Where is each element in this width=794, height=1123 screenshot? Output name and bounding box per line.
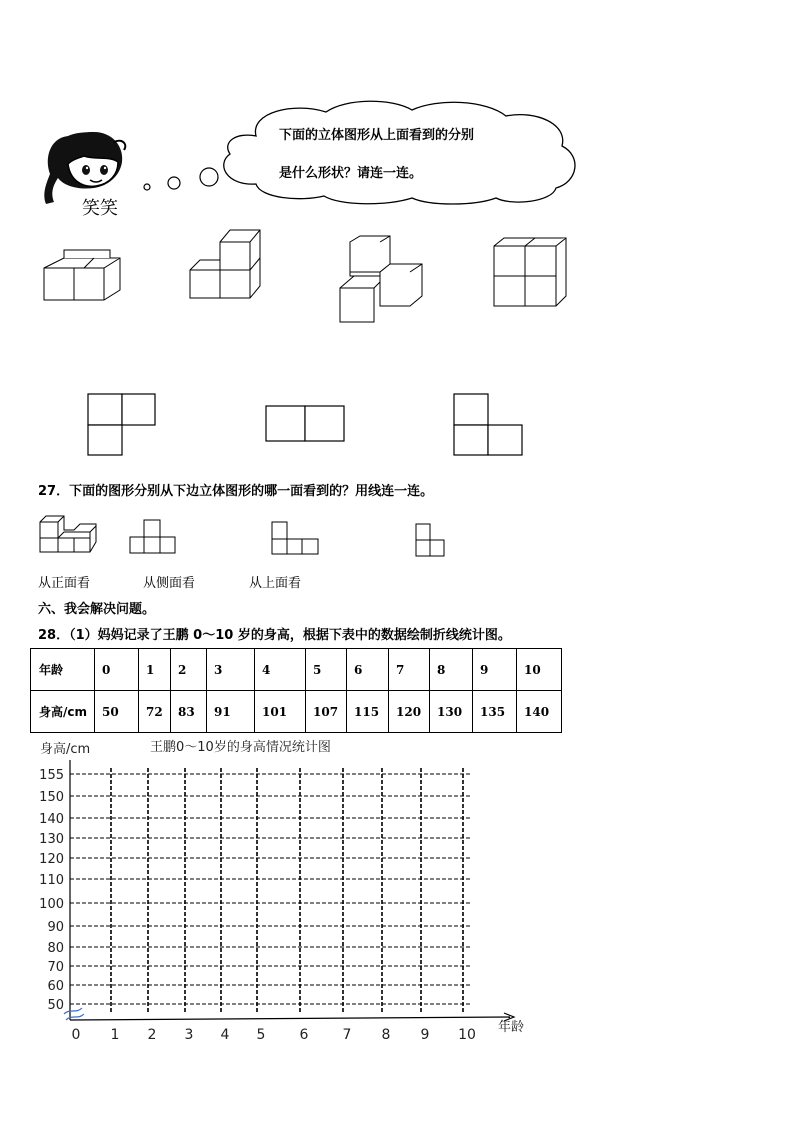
x-tick-label: 6: [299, 1027, 309, 1043]
chart-title: 王鹏0～10岁的身高情况统计图: [150, 740, 331, 755]
height-line-chart: [0, 730, 794, 1050]
y-tick-label: 130: [39, 832, 64, 847]
x-tick-label: 8: [381, 1027, 391, 1043]
chart-xlabel: 年龄: [498, 1020, 525, 1035]
table-cell: 115: [347, 691, 389, 733]
y-tick-label: 90: [47, 920, 64, 935]
solid-figure-3: [336, 234, 431, 326]
chart-ylabel: 身高/cm: [40, 742, 91, 757]
table-row-label: 年龄: [31, 649, 95, 691]
y-tick-label: 80: [47, 941, 64, 956]
q27-view-a: [128, 518, 178, 556]
view-label-front: 从正面看: [38, 576, 91, 591]
cloud-text-line2: 是什么形状？请连一连。: [279, 166, 423, 181]
y-tick-label: 150: [39, 790, 64, 805]
table-cell: 83: [171, 691, 207, 733]
q27-view-b: [270, 520, 322, 556]
table-cell: 101: [255, 691, 306, 733]
q27-prompt: 27．下面的图形分别从下边立体图形的哪一面看到的？用线连一连。: [38, 484, 434, 499]
table-cell: 1: [139, 649, 171, 691]
y-tick-label: 50: [47, 998, 64, 1013]
y-tick-label: 155: [39, 768, 64, 783]
view-label-top: 从上面看: [249, 576, 302, 591]
y-tick-label: 100: [39, 897, 64, 912]
table-cell: 10: [517, 649, 562, 691]
table-cell: 135: [473, 691, 517, 733]
table-cell: 72: [139, 691, 171, 733]
table-cell: 4: [255, 649, 306, 691]
table-cell: 50: [95, 691, 139, 733]
q27-solid: [38, 512, 102, 556]
solid-figure-2: [186, 224, 266, 304]
x-tick-label: 3: [184, 1027, 194, 1043]
x-tick-label: 5: [256, 1027, 266, 1043]
q28-prompt: 28．（1）妈妈记录了王鹏 0～10 岁的身高，根据下表中的数据绘制折线统计图。: [38, 628, 511, 643]
table-cell: 140: [517, 691, 562, 733]
x-tick-label: 2: [147, 1027, 157, 1043]
speech-cloud: [216, 98, 582, 206]
q27-view-c: [414, 522, 450, 560]
table-cell: 5: [306, 649, 347, 691]
table-cell: 130: [430, 691, 473, 733]
y-tick-label: 140: [39, 812, 64, 827]
view-label-side: 从侧面看: [143, 576, 196, 591]
table-cell: 0: [95, 649, 139, 691]
table-cell: 3: [207, 649, 255, 691]
table-cell: 6: [347, 649, 389, 691]
table-row-label: 身高/cm: [31, 691, 95, 733]
y-tick-label: 120: [39, 852, 64, 867]
solid-figure-4: [490, 234, 572, 310]
top-view-shape-2: [264, 404, 348, 444]
x-tick-label: 4: [220, 1027, 230, 1043]
axis-break-mark: [64, 1008, 84, 1020]
solid-figure-1: [40, 242, 125, 304]
table-row-height: [31, 691, 562, 733]
y-tick-label: 60: [47, 979, 64, 994]
x-tick-label: 1: [110, 1027, 120, 1043]
table-cell: 8: [430, 649, 473, 691]
table-cell: 2: [171, 649, 207, 691]
x-tick-label: 7: [342, 1027, 352, 1043]
height-table: [30, 648, 562, 733]
x-axis: [70, 1017, 510, 1020]
table-cell: 7: [389, 649, 430, 691]
x-tick-label: 9: [420, 1027, 430, 1043]
section-6-title: 六、我会解决问题。: [38, 602, 156, 617]
table-cell: 9: [473, 649, 517, 691]
y-tick-label: 110: [39, 873, 64, 888]
top-view-shape-1: [86, 392, 158, 458]
girl-name-label: 笑笑: [82, 198, 118, 219]
table-cell: 120: [389, 691, 430, 733]
thought-bubbles: [136, 160, 226, 200]
cloud-text-line1: 下面的立体图形从上面看到的分别: [279, 128, 475, 143]
x-tick-label: 0: [71, 1027, 81, 1043]
table-row-age: [31, 649, 562, 691]
table-cell: 91: [207, 691, 255, 733]
y-tick-label: 70: [47, 960, 64, 975]
top-view-shape-3: [452, 392, 526, 458]
x-tick-label: 10: [458, 1027, 476, 1043]
table-cell: 107: [306, 691, 347, 733]
